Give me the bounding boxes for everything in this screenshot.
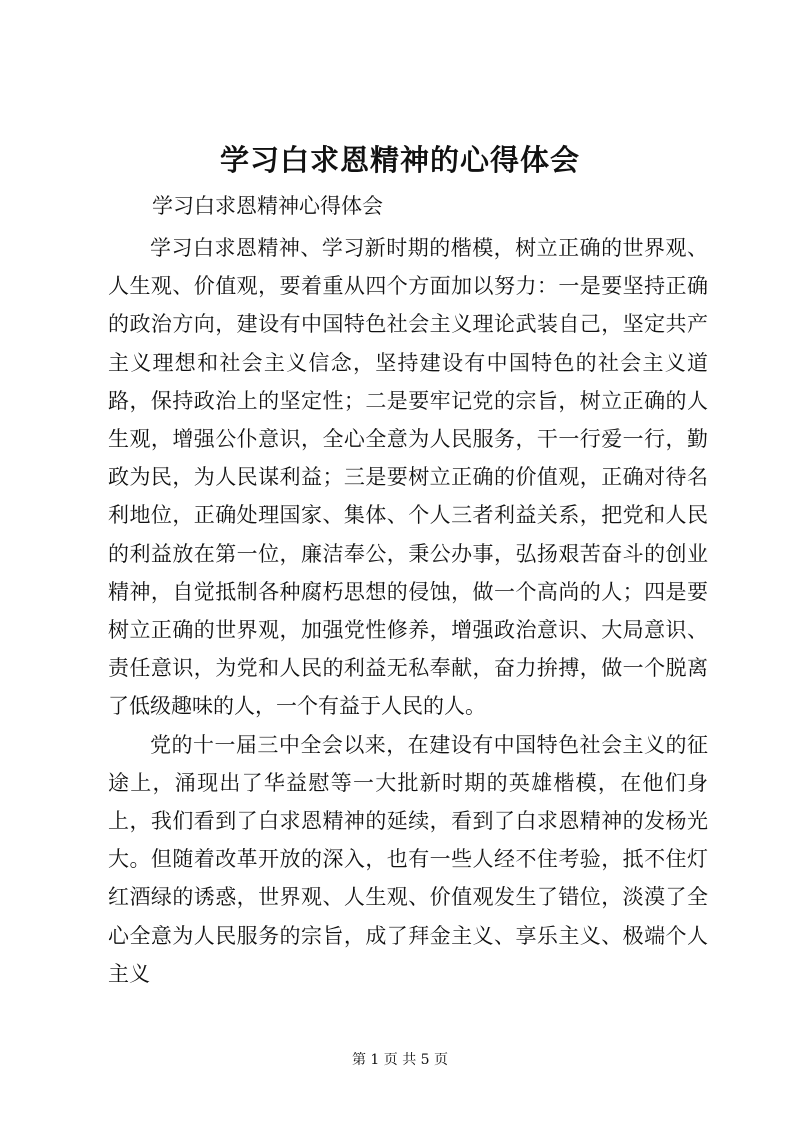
body-paragraph: 党的十一届三中全会以来，在建设有中国特色社会主义的征途上，涌现出了华益慰等一大批新时期的英雄楷模，在他们身上，我们看到了白求恩精神的延续，看到了白求恩精神的发杨光大。但随着改革开放的深入，也有一些人经不住考验，抵不住灯红酒绿的诱惑，世界观、人生观、价值观发生了错位，淡漠了全心全意为人民服务的宗旨，成了拜金主义、享乐主义、极端个人主义 — [108, 732, 708, 986]
page-footer: 第 1 页 共 5 页 — [351, 1052, 449, 1068]
document-subtitle: 学习白求恩精神心得体会 — [152, 194, 383, 218]
document-title: 学习白求恩精神的心得体会 — [219, 143, 580, 177]
body-paragraph: 学习白求恩精神、学习新时期的楷模，树立正确的世界观、人生观、价值观，要着重从四个方面加以努力：一是要坚持正确的政治方向，建设有中国特色社会主义理论武装自己，坚定共产主义理想和社会主义信念，坚持建设有中国特色的社会主义道路，保持政治上的坚定性；二是要牢记党的宗旨，树立正确的人生观，增强公仆意识，全心全意为人民服务，干一行爱一行，勤政为民，为人民谋利益；三是要树立正确的价值观，正确对待名利地位，正确处理国家、集体、个人三者利益关系，把党和人民的利益放在第一位，廉洁奉公，秉公办事，弘扬艰苦奋斗的创业精神，自觉抵制各种腐朽思想的侵蚀，做一个高尚的人；四是要树立正确的世界观，加强党性修养，增强政治意识、大局意识、责任意识，为党和人民的利益无私奉献，奋力拚搏，做一个脱离了低级趣味的人，一个有益于人民的人。 — [108, 236, 708, 719]
document-body — [108, 229, 708, 993]
